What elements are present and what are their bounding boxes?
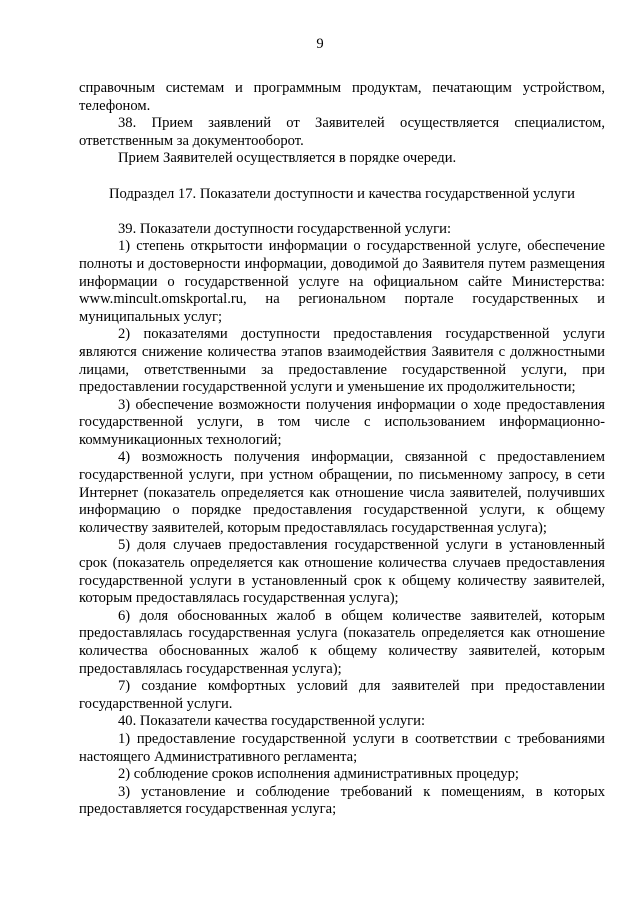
- list-item-39-5: 5) доля случаев предоставления государственной услуги в установленный срок (показатель определяется как отношение количества случаев предоставления государственной услуги в установленный срок к общему количеству заявителей, которым предоставлялась государственная услуга);: [79, 537, 605, 607]
- list-item-39-3: 3) обеспечение возможности получения информации о ходе предоставления государственной услуги, в том числе с использованием информационно-коммуникационных технологий;: [79, 396, 605, 448]
- list-item-39-6: 6) доля обоснованных жалоб в общем количестве заявителей, которым предоставлялась государственная услуга (показатель определяется как отношение количества обоснованных жалоб к общему количеству заявителей, которым предоставлялась государственная услуга);: [79, 607, 605, 677]
- list-item-40-3: 3) установление и соблюдение требований к помещениям, в которых предоставляется государственная услуга;: [79, 783, 605, 818]
- blank-line: [79, 168, 605, 186]
- paragraph-continued: справочным системам и программным продуктам, печатающим устройством, телефоном.: [79, 80, 605, 114]
- list-item-39-4: 4) возможность получения информации, связанной с предоставлением государственной услуги, при устном обращении, по письменному запросу, в сети Интернет (показатель определяется как отношение числа заявителей, получивших информацию о порядке предоставления государственной услуги, к общему количеству заявителей, которым предоставлялась государственная услуга);: [79, 449, 605, 536]
- subsection-heading: Подраздел 17. Показатели доступности и качества государственной услуги: [108, 185, 575, 202]
- list-item-40-2: 2) соблюдение сроков исполнения административных процедур;: [118, 766, 519, 783]
- list-item-39-2: 2) показателями доступности предоставления государственной услуги являются снижение количества этапов взаимодействия Заявителя с должностными лицами, ответственными за предоставление государственной услуги, при предоставлении государственной услуги и уменьшение их продолжительности;: [79, 326, 605, 396]
- list-item-39-1: 1) степень открытости информации о государственной услуге, обеспечение полноты и достоверности информации, доводимой до Заявителя путем размещения информации о государственной услуге на официальном сайте Министерства: www.mincult.omskportal.ru, на региональном портале государственных и муниципальных услуг;: [79, 238, 605, 325]
- paragraph-item-39: 39. Показатели доступности государственной услуги:: [118, 220, 452, 237]
- list-item-39-7: 7) создание комфортных условий для заявителей при предоставлении государственной услуги.: [79, 678, 605, 712]
- page-number: 9: [316, 36, 324, 52]
- list-item-40-1: 1) предоставление государственной услуги в соответствии с требованиями настоящего Административного регламента;: [79, 730, 605, 765]
- paragraph-item-40: 40. Показатели качества государственной услуги:: [118, 713, 426, 730]
- blank-line: [79, 203, 605, 221]
- document-body: [79, 80, 605, 819]
- paragraph-queue: Прием Заявителей осуществляется в порядке очереди.: [118, 150, 457, 167]
- paragraph-item-38: 38. Прием заявлений от Заявителей осуществляется специалистом, ответственным за документооборот.: [79, 115, 605, 149]
